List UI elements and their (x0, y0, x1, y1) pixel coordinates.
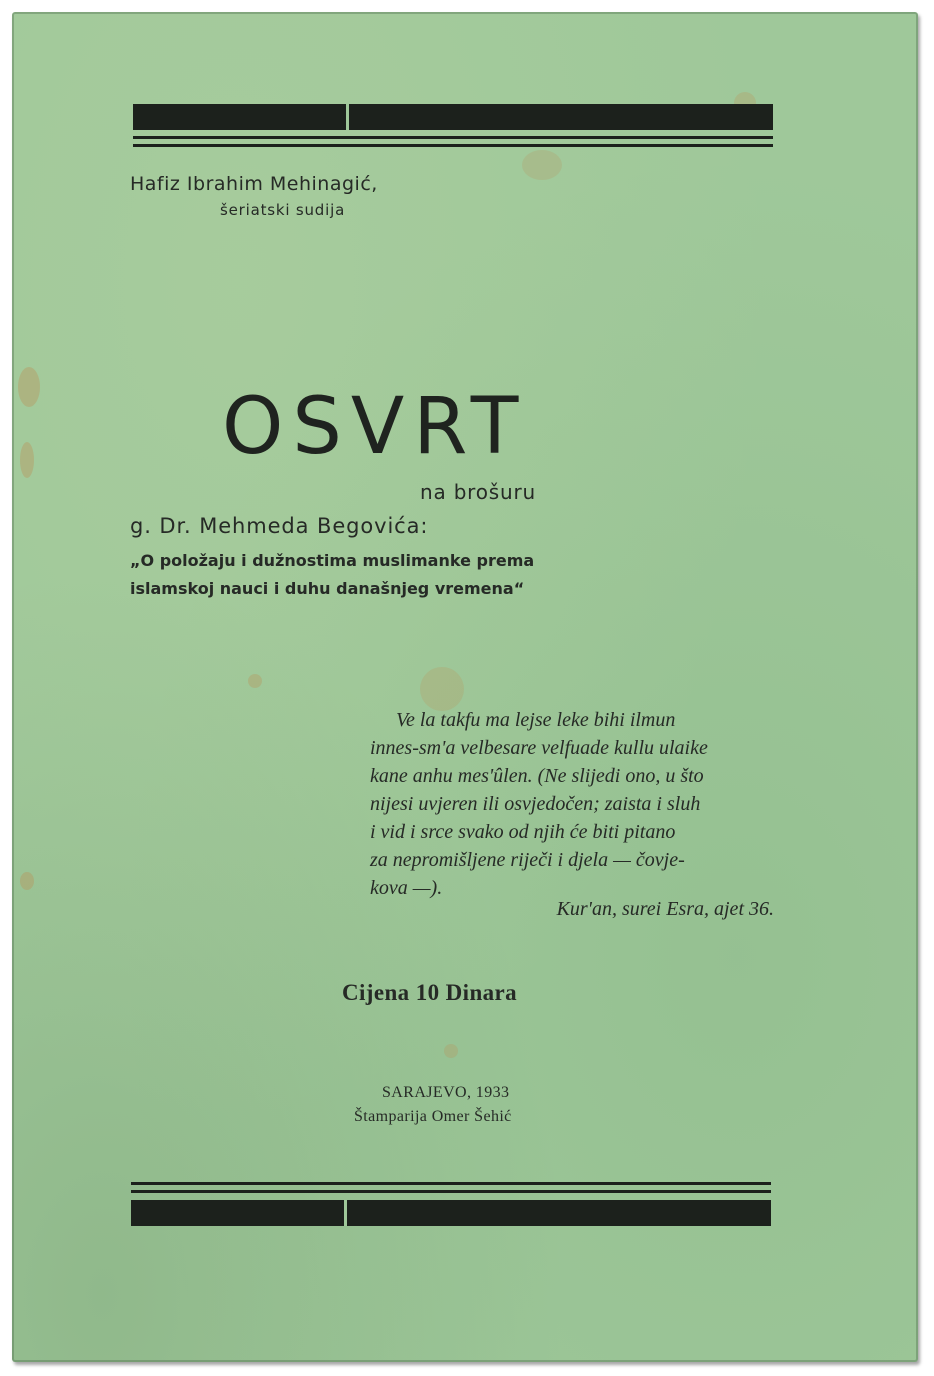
stain (20, 442, 34, 478)
epigraph-line: nijesi uvjeren ili osvjedočen; zaista i sluh (370, 793, 701, 815)
top-thick-rule (133, 104, 773, 130)
price: Cijena 10 Dinara (342, 980, 518, 1005)
top-thin-rule (133, 144, 773, 147)
top-thin-rule (133, 136, 773, 139)
stain (248, 674, 262, 688)
epigraph-line: kova —). (370, 877, 443, 899)
subtitle-line-1: na brošuru (420, 480, 536, 504)
bottom-rule-band (131, 1182, 771, 1230)
epigraph-line: i vid i srce svako od njih će biti pitano (370, 821, 676, 843)
booklet-cover (12, 12, 918, 1362)
author-name: Hafiz Ibrahim Mehinagić, (130, 173, 378, 195)
stain (522, 150, 562, 180)
epigraph-line: za nepromišljene riječi i djela — čovje- (370, 849, 685, 871)
epigraph-line: Ve la takfu ma lejse leke bihi ilmun (396, 709, 676, 731)
author-role: šeriatski sudija (220, 201, 346, 219)
epigraph (370, 706, 774, 902)
top-rule-band (133, 104, 773, 150)
epigraph-line: innes-sm'a velbesare velfuade kullu ulaike (370, 737, 708, 759)
stain (444, 1044, 458, 1058)
imprint-printer: Štamparija Omer Šehić (354, 1108, 512, 1125)
bottom-thick-rule (131, 1200, 771, 1226)
stain (420, 667, 464, 711)
brochure-title-line: „O položaju i dužnostima muslimanke prema (130, 551, 535, 570)
title: OSVRT (222, 382, 528, 472)
bottom-thin-rule (131, 1190, 771, 1193)
epigraph-citation: Kur'an, surei Esra, ajet 36. (556, 898, 774, 920)
epigraph-line: kane anhu mes'ûlen. (Ne slijedi ono, u što (370, 765, 704, 787)
brochure-title-line: islamskoj nauci i duhu današnjeg vremena“ (130, 579, 525, 598)
bottom-thin-rule (131, 1182, 771, 1185)
stain (18, 367, 40, 407)
imprint-place: SARAJEVO, 1933 (382, 1084, 510, 1101)
stain (20, 872, 34, 890)
subtitle-line-2: g. Dr. Mehmeda Begovića: (130, 514, 429, 538)
